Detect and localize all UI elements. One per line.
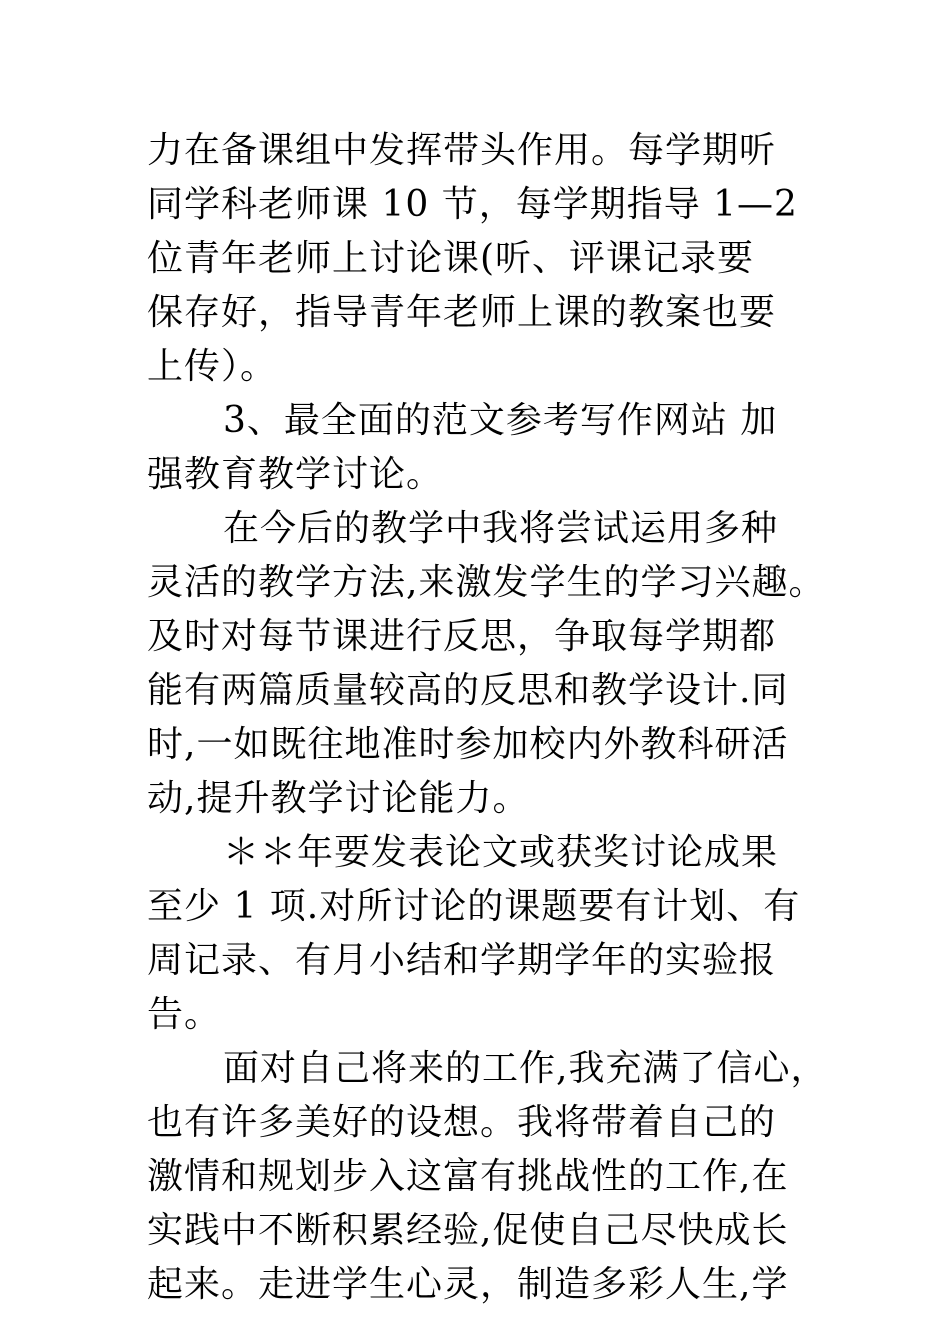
text-line: 也有许多美好的设想。我将带着自己的	[147, 1102, 777, 1143]
text-line: 动,提升教学讨论能力。	[147, 778, 530, 819]
text-line: 灵活的教学方法,来激发学生的学习兴趣。	[147, 562, 826, 603]
text-line: 力在备课组中发挥带头作用。每学期听	[147, 130, 777, 171]
text-line: 周记录、有月小结和学期学年的实验报	[147, 940, 777, 981]
text-line: 实践中不断积累经验,促使自己尽快成长	[147, 1210, 789, 1251]
body-text	[147, 124, 837, 1312]
paragraph-start-line: 在今后的教学中我将尝试运用多种	[223, 508, 779, 549]
text-line: 起来。走进学生心灵，制造多彩人生,学	[147, 1264, 789, 1305]
text-line: 激情和规划步入这富有挑战性的工作,在	[147, 1156, 789, 1197]
text-line: 时,一如既往地准时参加校内外教科研活	[147, 724, 789, 765]
text-line: 告。	[147, 994, 222, 1035]
text-line: 及时对每节课进行反思，争取每学期都	[147, 616, 777, 657]
text-line: 至少 1 项.对所讨论的课题要有计划、有	[147, 886, 801, 927]
paragraph-start-line: 3、最全面的范文参考写作网站 加	[223, 400, 778, 441]
paragraph-start-line: 面对自己将来的工作,我充满了信心，	[223, 1048, 828, 1089]
text-line: 能有两篇质量较高的反思和教学设计.同	[147, 670, 789, 711]
text-line: 位青年老师上讨论课(听、评课记录要	[147, 238, 755, 279]
paragraph-start-line: ＊＊年要发表论文或获奖讨论成果	[223, 832, 779, 873]
text-line: 同学科老师课 10 节，每学期指导 1—2	[147, 184, 798, 225]
text-line: 上传）。	[147, 346, 278, 387]
text-line: 保存好，指导青年老师上课的教案也要	[147, 292, 777, 333]
text-line: 强教育教学讨论。	[147, 454, 444, 495]
